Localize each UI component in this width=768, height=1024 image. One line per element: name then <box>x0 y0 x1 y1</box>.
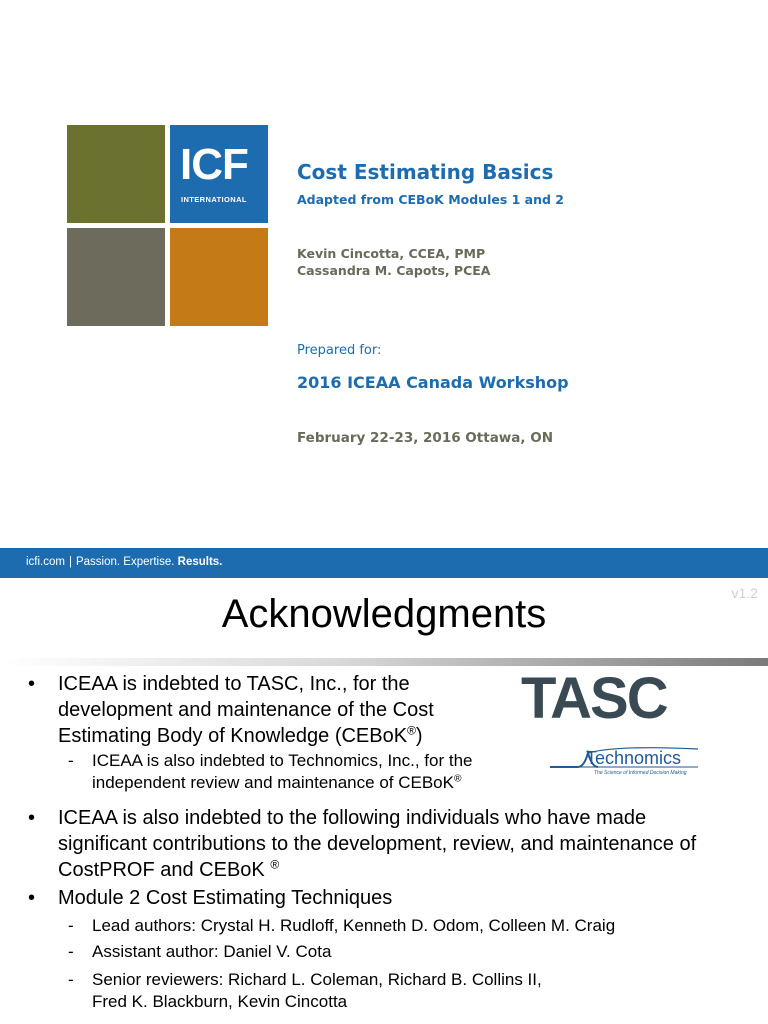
bullet-marker: • <box>28 807 36 829</box>
bullet-text: Module 2 Cost Estimating Techniques <box>58 887 393 909</box>
slide-subtitle: Adapted from CEBoK Modules 1 and 2 <box>297 192 564 207</box>
version-label: v1.2 <box>731 585 758 601</box>
footer-separator: | <box>68 556 72 568</box>
footer-bar <box>0 548 768 578</box>
subbullet-technomics <box>68 750 532 794</box>
footer-tagline <box>26 556 222 568</box>
footer-word-expertise: Expertise. <box>123 556 175 568</box>
logo-square-olive <box>67 125 165 223</box>
prepared-for-label: Prepared for: <box>297 343 382 358</box>
subbullet-text: Lead authors: Crystal H. Rudloff, Kenneth D. Odom, Colleen M. Craig <box>92 916 616 935</box>
logo-square-orange <box>170 228 268 326</box>
bullet-marker: • <box>28 887 36 909</box>
acknowledgments-title: Acknowledgments <box>221 592 547 636</box>
footer-site: icfi.com <box>26 556 65 568</box>
event-date: February 22-23, 2016 Ottawa, ON <box>297 430 553 446</box>
dash-marker: - <box>68 970 74 989</box>
author-1: Kevin Cincotta, CCEA, PMP <box>297 246 486 261</box>
bullet-tasc <box>28 671 478 749</box>
subbullet-text: ICEAA is also indebted to Technomics, Inc., for the independent review and maintenance of CEBoK <box>92 751 473 792</box>
subbullet-text-line1: Senior reviewers: Richard L. Coleman, Richard B. Collins II, <box>92 970 542 989</box>
footer-word-results: Results. <box>177 556 223 568</box>
footer-word-passion: Passion. <box>75 556 121 568</box>
registered-mark: ® <box>453 773 462 785</box>
technomics-logo <box>548 743 708 788</box>
logo-square-gray <box>67 228 165 326</box>
workshop-name: 2016 ICEAA Canada Workshop <box>297 373 569 392</box>
icf-logo-text: ICF <box>180 140 248 189</box>
dash-marker: - <box>68 751 74 770</box>
subbullet-text: Assistant author: Daniel V. Cota <box>92 942 332 961</box>
bullet-text: ICEAA is also indebted to the following individuals who have made significant contributions to the development, review, and maintenance of CostPROF and CEBoK <box>58 807 697 881</box>
title-divider <box>0 658 768 666</box>
bullet-marker: • <box>28 673 36 695</box>
tasc-logo: TASC <box>521 666 667 731</box>
registered-mark: ® <box>270 857 280 872</box>
bullet-text: ICEAA is indebted to TASC, Inc., for the development and maintenance of the Cost Estimating Body of Knowledge (CEBoK <box>58 673 434 747</box>
slide-title: Cost Estimating Basics <box>297 160 554 184</box>
bullet-module2 <box>28 885 738 911</box>
acknowledgments-slide <box>0 578 768 1024</box>
subbullet-senior-reviewers <box>68 969 752 1013</box>
dash-marker: - <box>68 942 74 961</box>
technomics-logo-text: Technomics <box>586 748 682 768</box>
bullet-close: ) <box>415 725 423 747</box>
author-2: Cassandra M. Capots, PCEA <box>297 263 491 278</box>
icf-logo-subtext: INTERNATIONAL <box>181 195 247 204</box>
subbullet-text-line2: Fred K. Blackburn, Kevin Cincotta <box>92 992 348 1011</box>
dash-marker: - <box>68 916 74 935</box>
technomics-tagline: The Science of Informed Decision Making <box>594 770 687 776</box>
subbullet-assistant-author <box>68 941 752 963</box>
registered-mark: ® <box>407 723 416 738</box>
subbullet-lead-authors <box>68 915 752 937</box>
bullet-individuals <box>28 805 738 883</box>
